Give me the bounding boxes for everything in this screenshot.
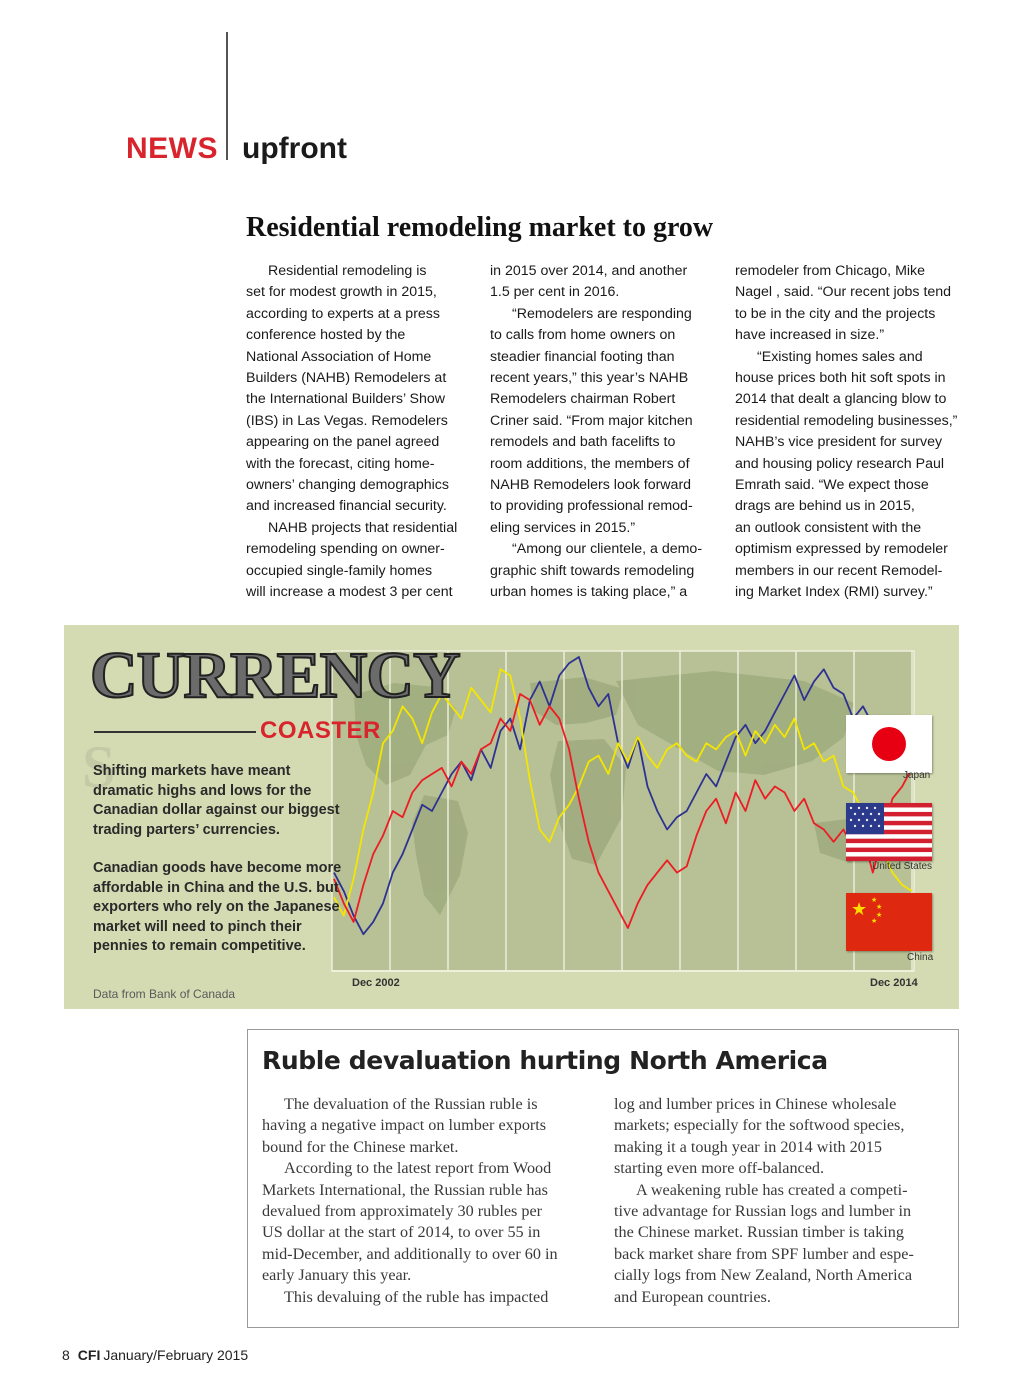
text-line: making it a tough year in 2014 with 2015 [614,1137,882,1156]
currency-infographic [64,625,959,1009]
text-line: According to the latest report from Wood [284,1159,552,1178]
usa-flag-icon [846,803,932,861]
text-line: and increased financial security. [246,498,447,515]
text-line: National Association of Home [246,348,432,365]
paragraph [262,1094,592,1158]
china-flag-icon [846,893,932,951]
text-line: starting even more off-balanced. [614,1159,825,1178]
paragraph [614,1094,948,1180]
title-rule [94,731,256,733]
japan-flag-icon [846,715,932,773]
infographic-subtitle: COASTER [260,717,381,744]
text-line: to be in the city and the projects [735,305,936,322]
text-line: Remodelers chairman Robert [490,391,676,408]
header-divider [226,32,228,160]
text-line: Residential remodeling is [268,263,427,279]
text-line: optimism expressed by remodeler [735,541,948,558]
text-line: have increased in size.” [735,327,885,344]
text-line: cially logs from New Zealand, North America [614,1266,913,1285]
paragraph [490,539,722,603]
text-line: tive advantage for Russian logs and lumber in [614,1202,912,1221]
infographic-description-2: Canadian goods have become more affordable in China and the U.S. but exporters who rely on the Japanese market will need to pinch their pennies to remain competitive. [93,860,342,955]
japan-flag-label: Japan [903,770,931,781]
article-column-3 [735,261,967,604]
text-line: owners’ changing demographics [246,477,449,494]
text-line: steadier financial footing than [490,348,675,365]
text-line: set for modest growth in 2015, [246,284,437,301]
text-line: with the forecast, citing home- [246,455,435,472]
text-line: room additions, the members of [490,455,690,472]
svg-text:★: ★ [871,896,878,904]
text-line: back market share from SPF lumber and espe- [614,1244,914,1263]
text-line: “Among our clientele, a demo- [512,541,703,558]
section-label-news: NEWS [126,132,218,165]
text-line: graphic shift towards remodeling [490,562,695,579]
article-column-2 [490,261,722,604]
text-line: to providing professional remod- [490,498,693,515]
article-column-1 [246,261,478,604]
svg-text:★: ★ [876,911,883,919]
paragraph [262,1287,592,1308]
text-line: and European countries. [614,1287,771,1306]
text-line: remodeling spending on owner- [246,541,445,558]
text-line: an outlook consistent with the [735,519,922,536]
text-line: the Chinese market. Russian timber is taking [614,1223,904,1242]
text-line: Nagel , said. “Our recent jobs tend [735,284,952,301]
infographic-description-1: Shifting markets have meant dramatic highs and lows for the Canadian dollar against our biggest trading parters’ currencies. [93,763,340,838]
text-line: This devaluing of the ruble has impacted [284,1287,549,1306]
text-line: will increase a modest 3 per cent [246,584,453,601]
china-flag-label: China [907,952,934,963]
text-line: US dollar at the start of 2014, to over 55 in [262,1223,541,1242]
data-source-note: Data from Bank of Canada [93,987,236,1001]
section-label-upfront: upfront [242,132,347,165]
text-line: drags are behind us in 2015, [735,498,915,515]
text-line: devalued from approximately 30 rubles per [262,1202,543,1221]
ruble-article-headline: Ruble devaluation hurting North America [262,1046,828,1075]
paragraph [614,1180,948,1308]
text-line: recent years,” this year’s NAHB [490,370,689,387]
ruble-article-column-1 [262,1094,592,1308]
text-line: according to experts at a press [246,305,440,322]
text-line: “Remodelers are responding [512,305,692,322]
svg-text:★: ★ [871,917,878,925]
paragraph [490,261,722,304]
svg-text:★: ★ [876,903,883,911]
ruble-article-box [247,1029,959,1328]
publication-name: CFI [77,1347,101,1363]
text-line: Emrath said. “We expect those [735,477,929,494]
text-line: 1.5 per cent in 2016. [490,284,620,301]
svg-text:★: ★ [851,899,868,920]
text-line: log and lumber prices in Chinese wholesale [614,1095,897,1113]
text-line: remodeler from Chicago, Mike [735,263,926,279]
paragraph [246,518,478,604]
text-line: NAHB Remodelers look forward [490,477,692,494]
paragraph [490,304,722,539]
text-line: markets; especially for the softwood species, [614,1116,905,1135]
text-line: A weakening ruble has created a competi- [636,1180,908,1199]
text-line: having a negative impact on lumber exports [262,1116,547,1135]
page-footer [62,1347,248,1363]
text-line: The devaluation of the Russian ruble is [284,1095,538,1113]
text-line: to calls from home owners on [490,327,676,344]
text-line: remodels and bath facelifts to [490,434,676,451]
text-line: ing Market Index (RMI) survey.” [735,584,933,601]
text-line: in 2015 over 2014, and another [490,263,688,279]
text-line: eling services in 2015.” [490,519,636,536]
text-line: residential remodeling businesses,” [735,412,958,429]
text-line: Builders (NAHB) Remodelers at [246,370,447,387]
text-line: conference hosted by the [246,327,406,344]
text-line: “Existing homes sales and [757,348,923,365]
text-line: occupied single-family homes [246,562,433,579]
issue-date: January/February 2015 [103,1347,249,1363]
text-line: members in our recent Remodel- [735,562,943,579]
page-number: 8 [62,1347,70,1363]
text-line: NAHB projects that residential [268,519,458,536]
text-line: Criner said. “From major kitchen [490,412,693,429]
text-line: the International Builders’ Show [246,391,446,408]
drop-letter: S [82,734,116,800]
text-line: Markets International, the Russian ruble has [262,1180,548,1199]
paragraph [262,1158,592,1286]
ruble-article-column-2 [614,1094,948,1308]
text-line: appearing on the panel agreed [246,434,440,451]
text-line: urban homes is taking place,” a [490,584,688,601]
text-line: NAHB’s vice president for survey [735,434,943,451]
text-line: 2014 that dealt a glancing blow to [735,391,947,408]
paragraph [735,261,967,347]
text-line: early January this year. [262,1266,412,1285]
x-axis-start-label: Dec 2002 [352,977,400,989]
text-line: and housing policy research Paul [735,455,945,472]
text-line: house prices both hit soft spots in [735,370,946,387]
infographic-title: CURRENCY [90,639,460,712]
paragraph [735,347,967,604]
text-line: mid-December, and additionally to over 60 in [262,1244,558,1263]
paragraph [246,261,478,518]
usa-flag-label: United States [872,861,933,872]
text-line: bound for the Chinese market. [262,1137,459,1156]
text-line: (IBS) in Las Vegas. Remodelers [246,412,448,429]
x-axis-end-label: Dec 2014 [870,977,918,989]
article-headline: Residential remodeling market to grow [246,212,714,243]
